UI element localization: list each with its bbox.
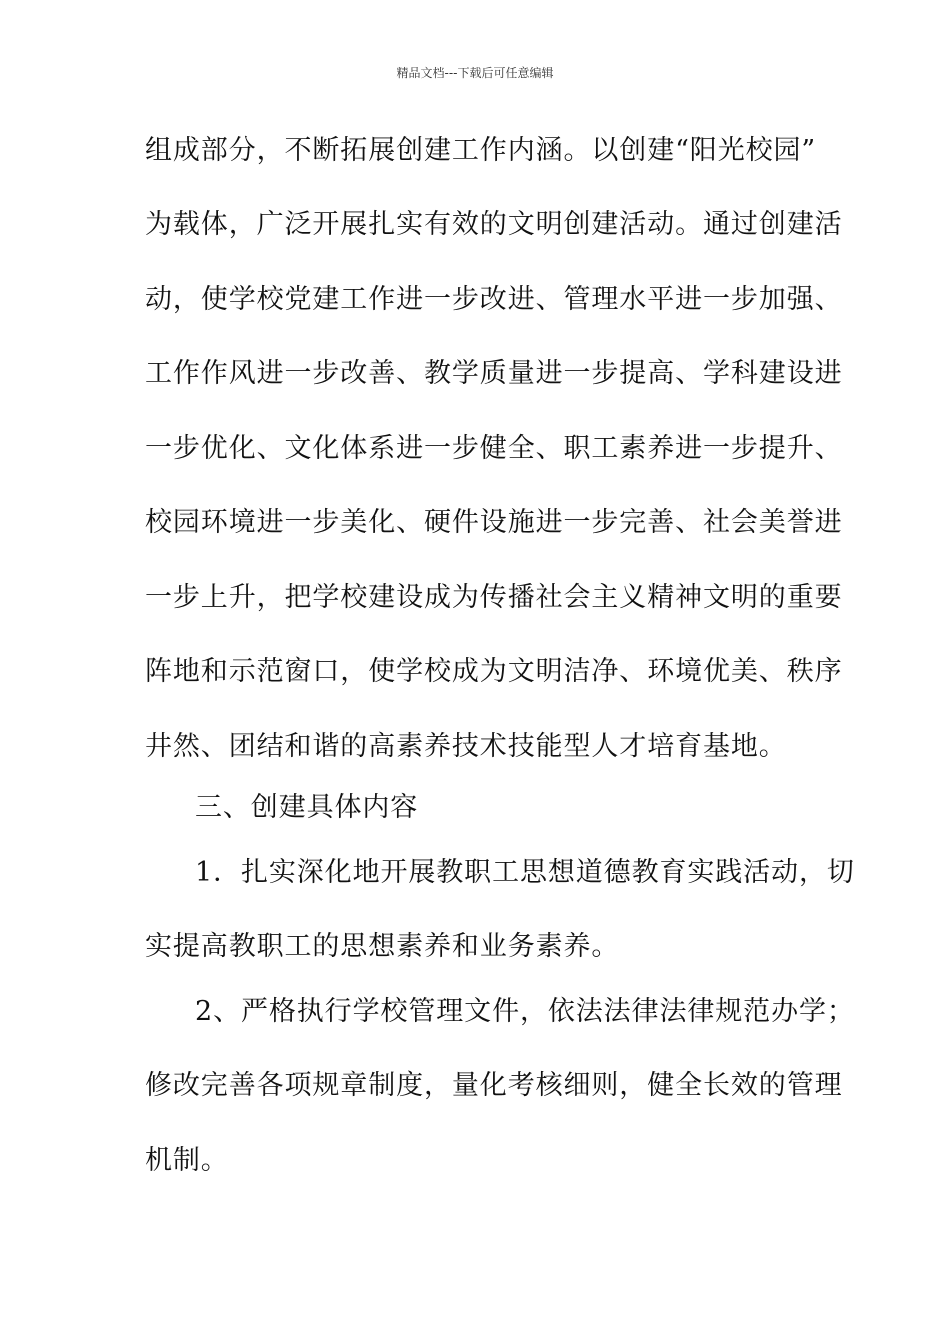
section-heading: 三、创建具体内容	[195, 792, 419, 823]
body-line: 井然、团结和谐的高素养技术技能型人才培育基地。	[145, 731, 787, 762]
body-line: 阵地和示范窗口，使学校成为文明洁净、环境优美、秩序	[145, 656, 843, 687]
body-line: 2、严格执行学校管理文件，依法法律法律规范办学；	[195, 996, 855, 1027]
body-line: 一步优化、文化体系进一步健全、职工素养进一步提升、	[145, 433, 843, 464]
body-line: 1．扎实深化地开展教职工思想道德教育实践活动，切	[195, 857, 855, 888]
body-line: 修改完善各项规章制度，量化考核细则，健全长效的管理	[145, 1070, 843, 1101]
page-header: 精品文档---下载后可任意编辑	[396, 66, 554, 80]
body-line: 一步上升，把学校建设成为传播社会主义精神文明的重要	[145, 582, 843, 613]
body-line: 机制。	[145, 1145, 229, 1176]
body-line: 实提高教职工的思想素养和业务素养。	[145, 931, 620, 962]
body-line: 为载体，广泛开展扎实有效的文明创建活动。通过创建活	[145, 209, 843, 240]
body-line: 组成部分，不断拓展创建工作内涵。以创建“阳光校园”	[145, 135, 817, 166]
body-line: 校园环境进一步美化、硬件设施进一步完善、社会美誉进	[145, 507, 843, 538]
body-line: 动，使学校党建工作进一步改进、管理水平进一步加强、	[145, 284, 843, 315]
body-line: 工作作风进一步改善、教学质量进一步提高、学科建设进	[145, 358, 843, 389]
